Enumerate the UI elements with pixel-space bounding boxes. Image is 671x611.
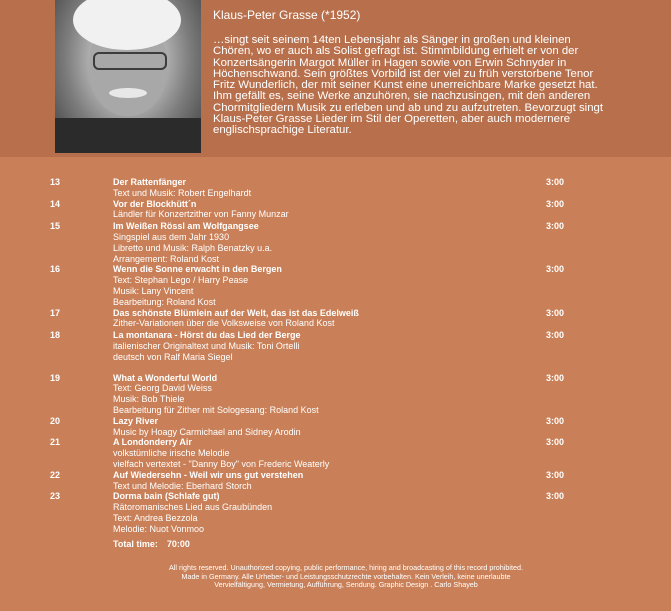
track-item: [0, 437, 671, 469]
track-duration: 3:00: [546, 330, 565, 341]
track-item: [0, 470, 671, 492]
artist-name-heading: Klaus-Peter Grasse (*1952): [213, 8, 361, 22]
track-duration: 3:00: [546, 437, 565, 448]
track-number: 23: [50, 491, 61, 502]
track-item: [0, 308, 671, 330]
track-credit: Melodie: Nuot Vonmoo: [113, 523, 205, 534]
total-time-value: 70:00: [166, 539, 190, 549]
track-title: La montanara - Hörst du das Lied der Berge: [113, 330, 301, 341]
track-duration: 3:00: [546, 307, 565, 318]
track-item: [0, 373, 671, 416]
track-credit: Text: Andrea Bezzola: [113, 512, 198, 523]
track-duration: 3:00: [546, 372, 565, 383]
track-credit: Libretto und Musik: Ralph Benatzky u.a.: [113, 242, 273, 253]
track-title: Wenn die Sonne erwacht in den Bergen: [113, 264, 282, 275]
track-number: 17: [50, 307, 61, 318]
track-number: 21: [50, 437, 61, 448]
track-number: 19: [50, 372, 61, 383]
track-title: Im Weißen Rössl am Wolfgangsee: [113, 221, 259, 232]
track-credit: Musik: Bob Thiele: [113, 394, 185, 405]
track-credit: Bearbeitung: Roland Kost: [113, 296, 216, 307]
track-number: 20: [50, 415, 61, 426]
track-list: [0, 177, 671, 535]
artist-photo: [55, 0, 201, 153]
track-number: 15: [50, 221, 61, 232]
track-credit: Arrangement: Roland Kost: [113, 253, 220, 264]
track-duration: 3:00: [546, 221, 565, 232]
track-credit: Singspiel aus dem Jahr 1930: [113, 231, 230, 242]
track-number: 16: [50, 264, 61, 275]
track-item: [0, 177, 671, 199]
track-credit: vielfach vertextet - "Danny Boy" von Frederic Weaterly: [113, 458, 330, 469]
track-credit: italienischer Originaltext und Musik: Toni Ortelli: [113, 340, 300, 351]
track-credit: Musik: Lany Vincent: [113, 285, 194, 296]
artist-header: [0, 0, 671, 157]
track-title: Der Rattenfänger: [113, 177, 187, 187]
track-number: 22: [50, 469, 61, 480]
artist-bio: …singt seit seinem 14ten Lebensjahr als Sänger in großen und kleinen Chören, wo er auch als Solist gefragt ist. Stimmbildung erhielt er von der Konzertsängerin Margot Müller in Hagen sowie von Erwin Schnyder in Höchenschwand. Sein größtes Vorbild ist der viel zu früh verstorbene Tenor Fritz Wunderlich, der mit seiner Kunst eine unerreichbare Marke gesetzt hat. Ihm gefällt es, seine Werke anzuhören, sie nachzusingen, mit den anderen Chormitgliedern Musik zu erleben und ab und zu aufzutreten. Bevorzugt singt Klaus-Peter Grasse Lieder im Stil der Operetten, aber auch modernere englischsprachige Literatur.: [213, 34, 604, 137]
track-credit: Text und Melodie: Eberhard Storch: [113, 480, 252, 491]
track-title: Das schönste Blümlein auf der Welt, das ist das Edelweiß: [113, 307, 359, 318]
track-credit: Zither-Variationen über die Volksweise von Roland Kost: [113, 318, 335, 329]
track-duration: 3:00: [546, 415, 565, 426]
track-credit: Text: Stephan Lego / Harry Pease: [113, 275, 249, 286]
copyright-line: Made in Germany. Alle Urheber- und Leistungsschutzrechte vorbehalten. Kein Verleih, keine unerlaubte: [181, 571, 511, 581]
track-number: 18: [50, 330, 61, 341]
track-credit: Rätoromanisches Lied aus Graubünden: [113, 502, 273, 513]
track-title: What a Wonderful World: [113, 372, 218, 383]
track-title: Auf Wiedersehn - Weil wir uns gut verstehen: [113, 469, 304, 480]
track-number: 14: [50, 198, 61, 209]
track-item: [0, 199, 671, 221]
track-item: [0, 416, 671, 438]
track-title: Lazy River: [113, 415, 159, 426]
track-credit: Music by Hoagy Carmichael and Sidney Arodin: [113, 426, 301, 437]
copyright-line: All rights reserved. Unauthorized copying, public performance, hiring and broadcasting of this record prohibited.: [169, 563, 523, 572]
total-time-label: Total time:: [113, 539, 158, 549]
track-duration: 3:00: [546, 177, 565, 187]
track-item: [0, 264, 671, 307]
track-duration: 3:00: [546, 491, 565, 502]
track-item: [0, 221, 671, 264]
track-title: Vor der Blockhütt´n: [113, 198, 197, 209]
track-credit: Ländler für Konzertzither von Fanny Munzar: [113, 209, 289, 220]
track-duration: 3:00: [546, 198, 565, 209]
track-duration: 3:00: [546, 469, 565, 480]
track-number: 13: [50, 177, 61, 187]
track-credit: deutsch von Ralf Maria Siegel: [113, 351, 233, 362]
total-time: [113, 539, 190, 549]
track-title: A Londonderry Air: [113, 437, 192, 448]
copyright-notice: [80, 564, 612, 590]
track-title: Dorma bain (Schlafe gut): [113, 491, 220, 502]
track-item: [0, 491, 671, 534]
track-credit: Text: Georg David Weiss: [113, 383, 212, 394]
track-duration: 3:00: [546, 264, 565, 275]
track-credit: Bearbeitung für Zither mit Sologesang: Roland Kost: [113, 404, 319, 415]
track-credit: Text und Musik: Robert Engelhardt: [113, 187, 252, 198]
track-item: [0, 330, 671, 362]
copyright-line: Vervielfältigung, Vermietung, Aufführung, Sendung. Graphic Design . Carlo Shayeb: [214, 580, 478, 590]
track-credit: volkstümliche irische Melodie: [113, 448, 230, 459]
